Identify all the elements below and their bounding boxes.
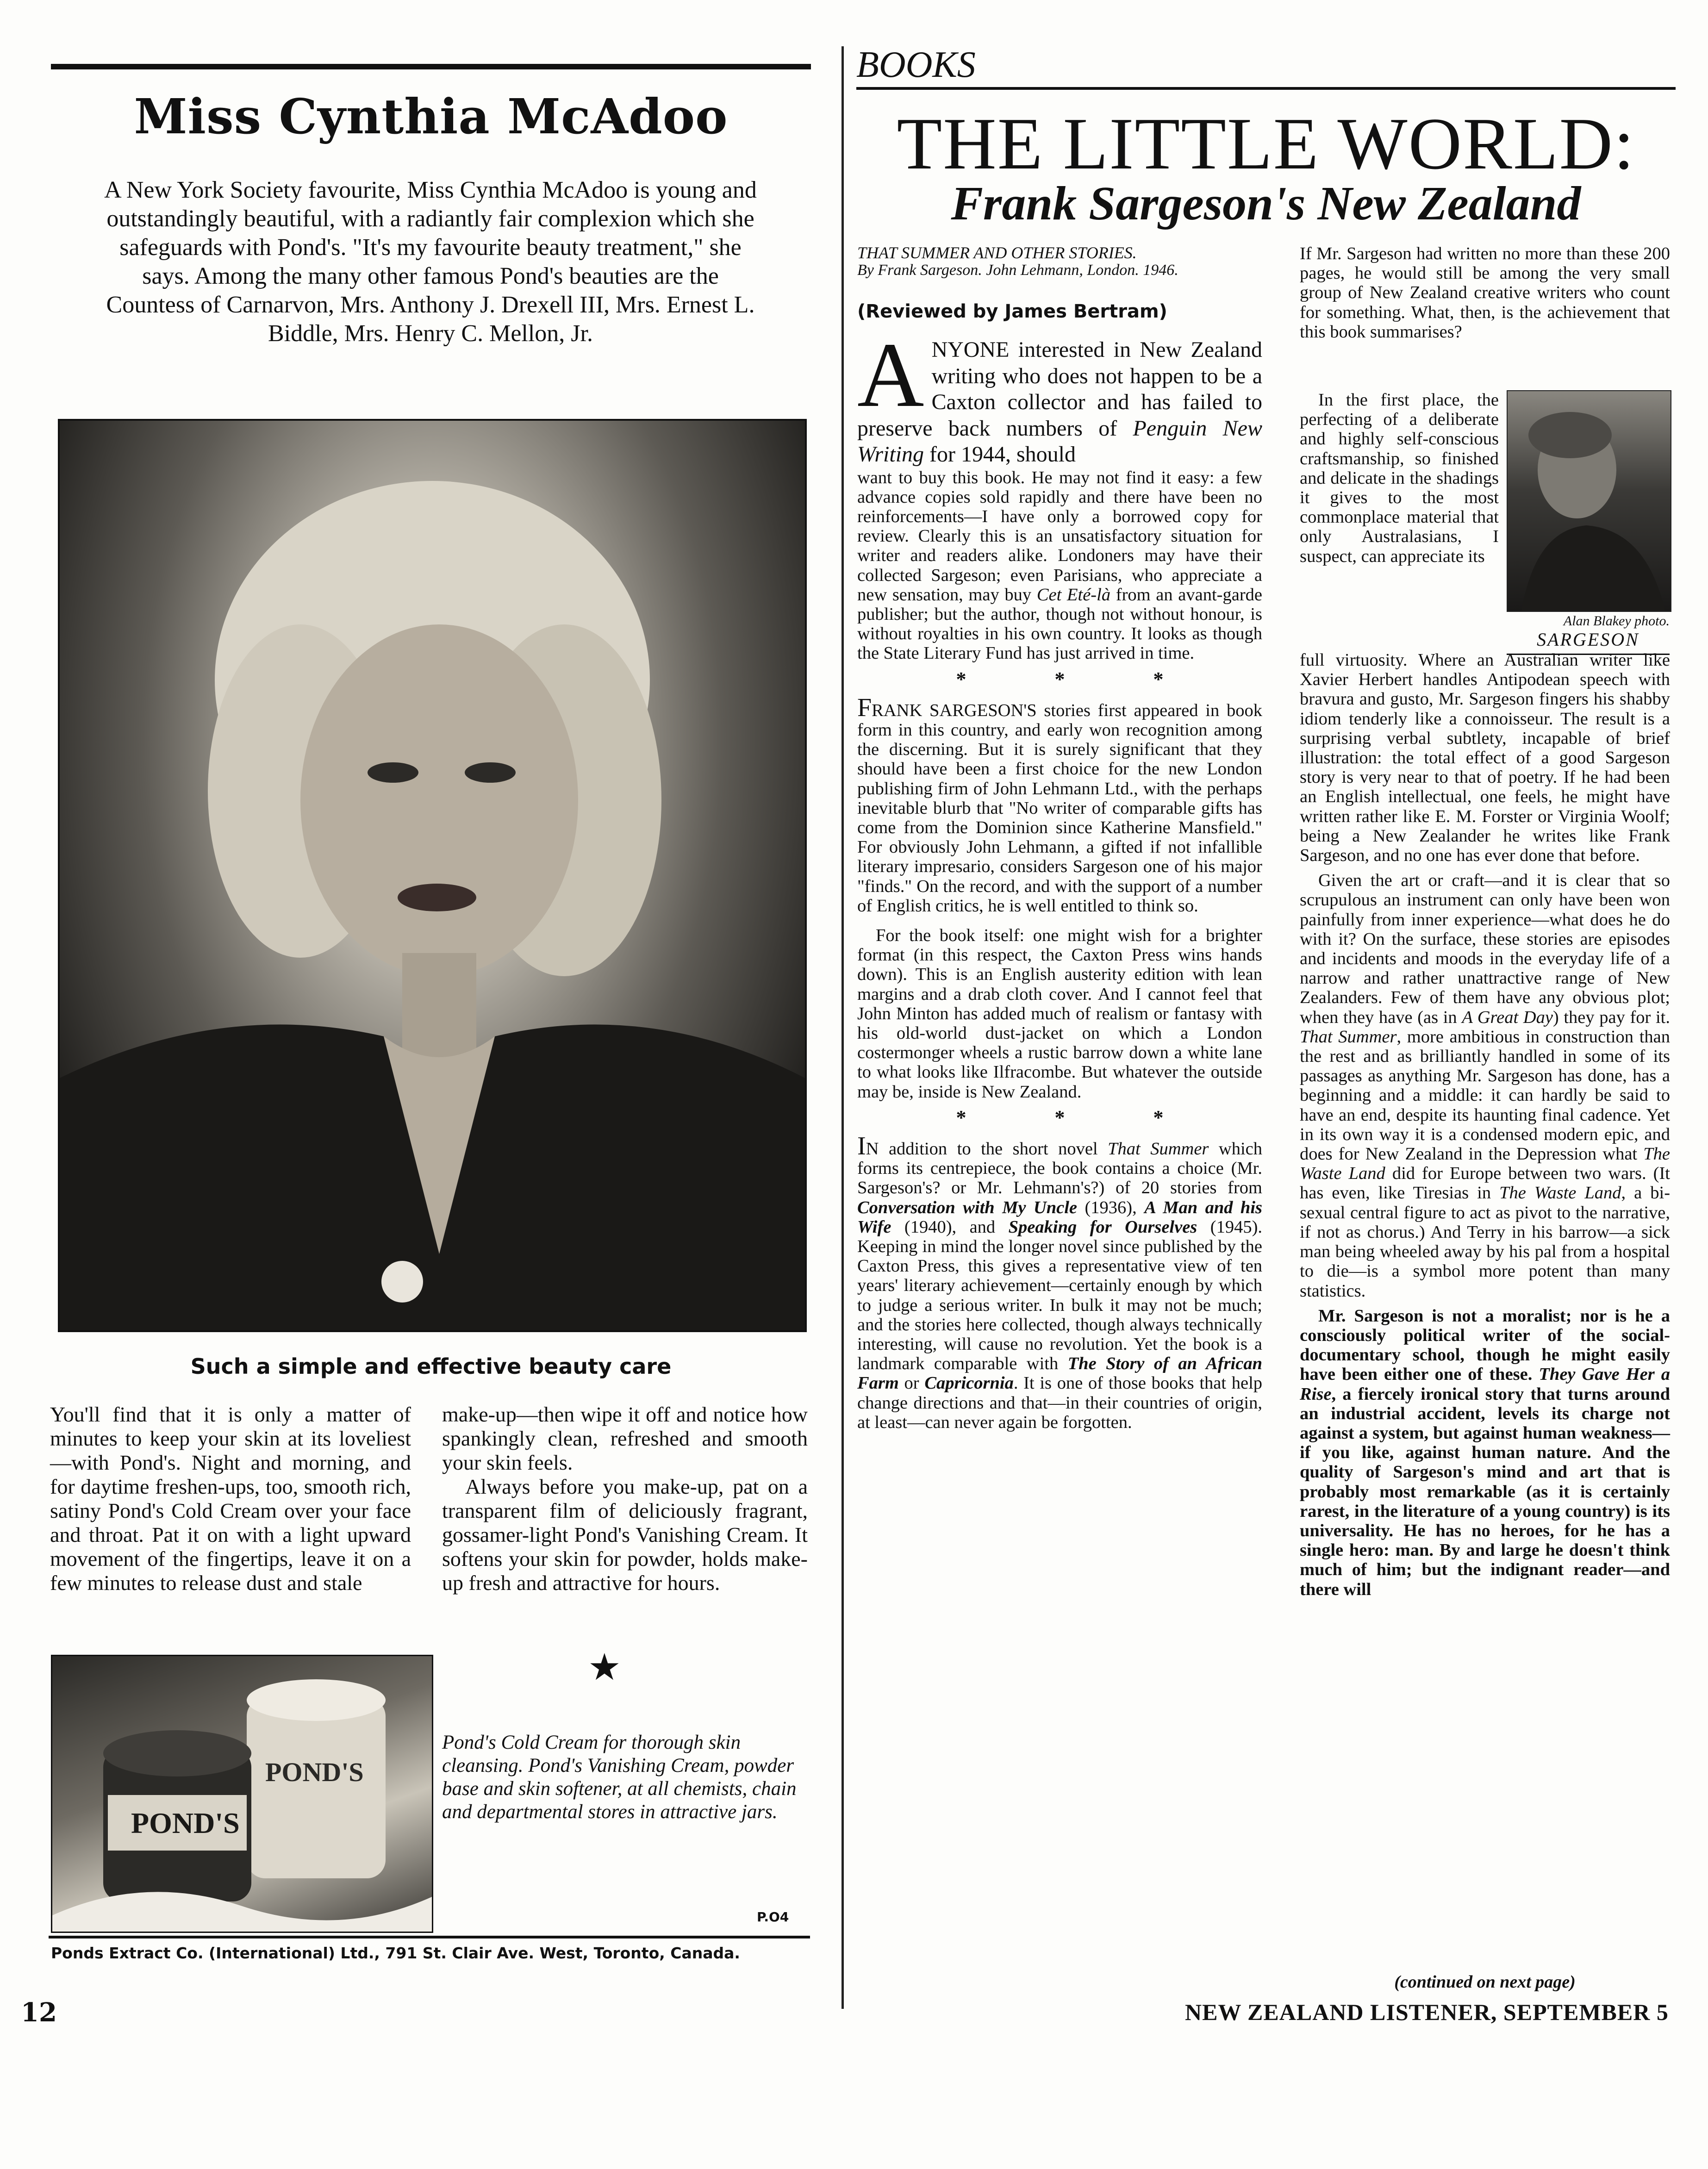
ad-body-paragraph: Always before you make-up, pat on a transparent film of deliciously fragrant, gossamer-light Pond's Vanishing Cream. It softens your skin for powder, holds make-up fresh and attractive for hours. — [442, 1475, 808, 1595]
ad-body-column-2 — [442, 1402, 808, 1595]
drop-cap: A — [857, 324, 924, 426]
photo-credit: Alan Blakey photo. — [1563, 613, 1670, 629]
star-icon: ★ — [588, 1647, 621, 1688]
ponds-jars-photo — [51, 1655, 433, 1933]
review-paragraph: Mr. Sargeson is not a moralist; nor is he a consciously political writer of the social-documentary school, though he might easily have been either one of these. They Gave Her a Rise, a fiercely ironical story that turns around an industrial accident, levels its charge not against a system, but against human weakness—if you like, against human nature. And the quality of Sargeson's mind and art that is probably most remarkable (as it is certainly rarest, in the literature of a young country) is its universality. He has no heroes, for he has a single hero: man. By and large he doesn't think much of him; but the indignant reader—and there will — [1300, 1306, 1671, 1599]
review-paragraph: IN addition to the short novel That Summer which forms its centrepiece, the book contains a choice (Mr. Sargeson's? or Mr. Lehmann's?) of 20 stories from Conversation with My Uncle (1936), A Man and his Wife (1940), and Speaking for Ourselves (1945). Keeping in mind the longer novel since published by the Caxton Press, this gives a representative view of ten years' literary achievement—certainly enough by which to judge a serious writer. In bulk it may not be much; and the stories here collected, though always technically interesting, will cause no revolution. Yet the book is a landmark comparable with The Story of an African Farm or Capricornia. It is one of those books that help change directions and that—in their countries of origin, at least—can never again be forgotten. — [857, 1132, 1263, 1432]
ad-body-column-1 — [50, 1402, 411, 1595]
ad-body-paragraph: make-up—then wipe it off and notice how spankingly clean, refreshed and smooth your skin feels. — [442, 1402, 808, 1474]
author-photo — [1507, 390, 1671, 612]
advertiser-address: Ponds Extract Co. (International) Ltd., 791 St. Clair Ave. West, Toronto, Canada. — [51, 1944, 740, 1962]
review-paragraph-wrapped: In the first place, the perfecting of a deliberate and highly self-conscious craftsmanship, so finished and delicate in the shadings it gives to the most commonplace material that only Australasians, I suspect, can appreciate its — [1300, 390, 1499, 566]
page-number: 12 — [21, 1997, 57, 2028]
ad-code: P.O4 — [757, 1909, 789, 1925]
portrait-photo — [58, 419, 807, 1332]
section-label: BOOKS — [856, 44, 976, 85]
section-break: * * * — [956, 1106, 1205, 1129]
review-title: THE LITTLE WORLD: — [897, 102, 1635, 185]
review-paragraph: For the book itself: one might wish for a brighter format (in this respect, the Caxton Press wins hands down). This is an English austerity edition with lean margins and a drab cloth cover. And I cannot feel that John Minton has added much of realism or fantasy with his old-world dust-jacket on which a London costermonger wheels a rustic barrow down a white lane to what looks like Ilfracombe. But whatever the outside may be, inside is New Zealand. — [857, 925, 1262, 1102]
jar-label-back: POND'S — [265, 1757, 364, 1787]
review-paragraph: full virtuosity. Where an Australian writer like Xavier Herbert handles Antipodean speech with bravura and gusto, Mr. Sargeson fingers his shabby idiom tenderly like a connoisseur. The result is a surprising verbal subtlety, incapable of brief illustration: the total effect of a good Sargeson story is very near to that of poetry. If he had been an English intellectual, one feels, he might have written rather like E. M. Forster or Virginia Woolf; being a New Zealander he writes like Frank Sargeson, and no one has ever done that before. — [1300, 650, 1670, 866]
section-initial: I — [857, 1132, 866, 1160]
section-rule — [856, 87, 1676, 90]
continued-note: (continued on next page) — [1394, 1972, 1576, 1992]
review-byline: (Reviewed by James Bertram) — [857, 301, 1167, 322]
book-details — [857, 244, 1262, 279]
review-column-1 — [857, 324, 1263, 1432]
column-divider — [842, 46, 844, 2009]
running-footer: NEW ZEALAND LISTENER, SEPTEMBER 5 — [1185, 1999, 1669, 2025]
review-paragraph: FRANK SARGESON'S stories first appeared in book form in this country, and early won recognition among the discerning. But it is surely significant that they should have been a first choice for the new London publishing firm of John Lehmann Ltd., with the perhaps inevitable blurb that "No writer of comparable gifts has come from the Dominion since Katherine Mansfield." For obviously John Lehmann, a gifted if not infallible literary impresario, considers Sargeson one of his major "finds." On the record, and with the support of a number of English critics, he is well entitled to think so. — [857, 693, 1262, 916]
photo-caption: SARGESON — [1537, 629, 1639, 650]
ad-body-paragraph: You'll find that it is only a matter of minutes to keep your skin at its loveliest—with Pond's. Night and morning, and for daytime freshen-ups, too, smooth rich, satiny Pond's Cold Cream over your face and throat. Pat it on with a light upward movement of the fingertips, leave it on a few minutes to release dust and stale — [50, 1402, 411, 1595]
lead-paragraph: ANYONE interested in New Zealand writing who does not happen to be a Caxton collector and has failed to preserve back numbers of Penguin New Writing for 1944, should — [857, 324, 1262, 467]
review-paragraph: If Mr. Sargeson had written no more than these 200 pages, he would still be among the very small group of New Zealand creative writers who count for something. What, then, is the achievement that this book summarises? — [1300, 244, 1670, 342]
review-paragraph: Given the art or craft—and it is clear that so scrupulous an instrument can only have been won painfully from inner experience—what does he do with it? On the surface, these stories are episodes and incidents and moods in the everyday life of a narrow and rather unattractive range of New Zealanders. Few of them have any obvious plot; when they have (as in A Great Day) they pay for it. That Summer, more ambitious in construction than the rest and as brilliantly handled in some of its passages as anything Mr. Sargeson has done, has a beginning and a middle: it can hardly be said to have an end, despite its haunting final cadence. Yet in its own way it is a condensed modern epic, and does for New Zealand in the Depression what The Waste Land did for Europe between two wars. (It has even, like Tiresias in The Waste Land, a bi-sexual central figure to act as pivot to the narrative, if not as chorus.) And Terry in his barrow—a sick man being wheeled away by his pal from a hospital to die—is a symbol more potent than many statistics. — [1300, 871, 1671, 1301]
review-column-2-intro — [1300, 244, 1670, 342]
ad-top-rule — [51, 64, 811, 69]
product-caption: Pond's Cold Cream for thorough skin cleansing. Pond's Vanishing Cream, powder base and skin softener, at all chemists, chain and departmental stores in attractive jars. — [442, 1732, 797, 1823]
section-break: * * * — [956, 667, 1205, 691]
lead-paragraph-continued: want to buy this book. He may not find it easy: a few advance copies sold rapidly and there have been no reinforcements—I have only a borrowed copy for review. Clearly this is an unsatisfactory situation for writer and readers alike. Londoners may have their collected Sargeson; even Parisians, who appreciate a new sensation, may buy Cet Eté-là from an avant-garde publisher; but the author, though not without honour, is without royalties in his own country. It looks as though the State Literary Fund has just arrived in time. — [857, 467, 1262, 663]
review-subtitle: Frank Sargeson's New Zealand — [951, 177, 1581, 230]
book-info: By Frank Sargeson. John Lehmann, London. 1946. — [857, 262, 1178, 279]
ad-intro: A New York Society favourite, Miss Cynthia McAdoo is young and outstandingly beautiful, with a radiantly fair complexion which she safeguards with Pond's. "It's my favourite beauty treatment," she says. Among the many other famous Pond's beauties are the Countess of Carnarvon, Mrs. Anthony J. Drexell III, Mrs. Ernest L. Biddle, Mrs. Henry C. Mellon, Jr. — [104, 177, 757, 347]
ad-bottom-rule — [49, 1936, 810, 1938]
ad-headline: Miss Cynthia McAdoo — [134, 88, 728, 145]
ad-subheading: Such a simple and effective beauty care — [190, 1354, 672, 1379]
jar-label-front: POND'S — [131, 1807, 240, 1839]
book-title: THAT SUMMER AND OTHER STORIES. — [857, 243, 1137, 262]
review-column-2 — [1300, 650, 1670, 1599]
section-initial: F — [857, 693, 872, 722]
